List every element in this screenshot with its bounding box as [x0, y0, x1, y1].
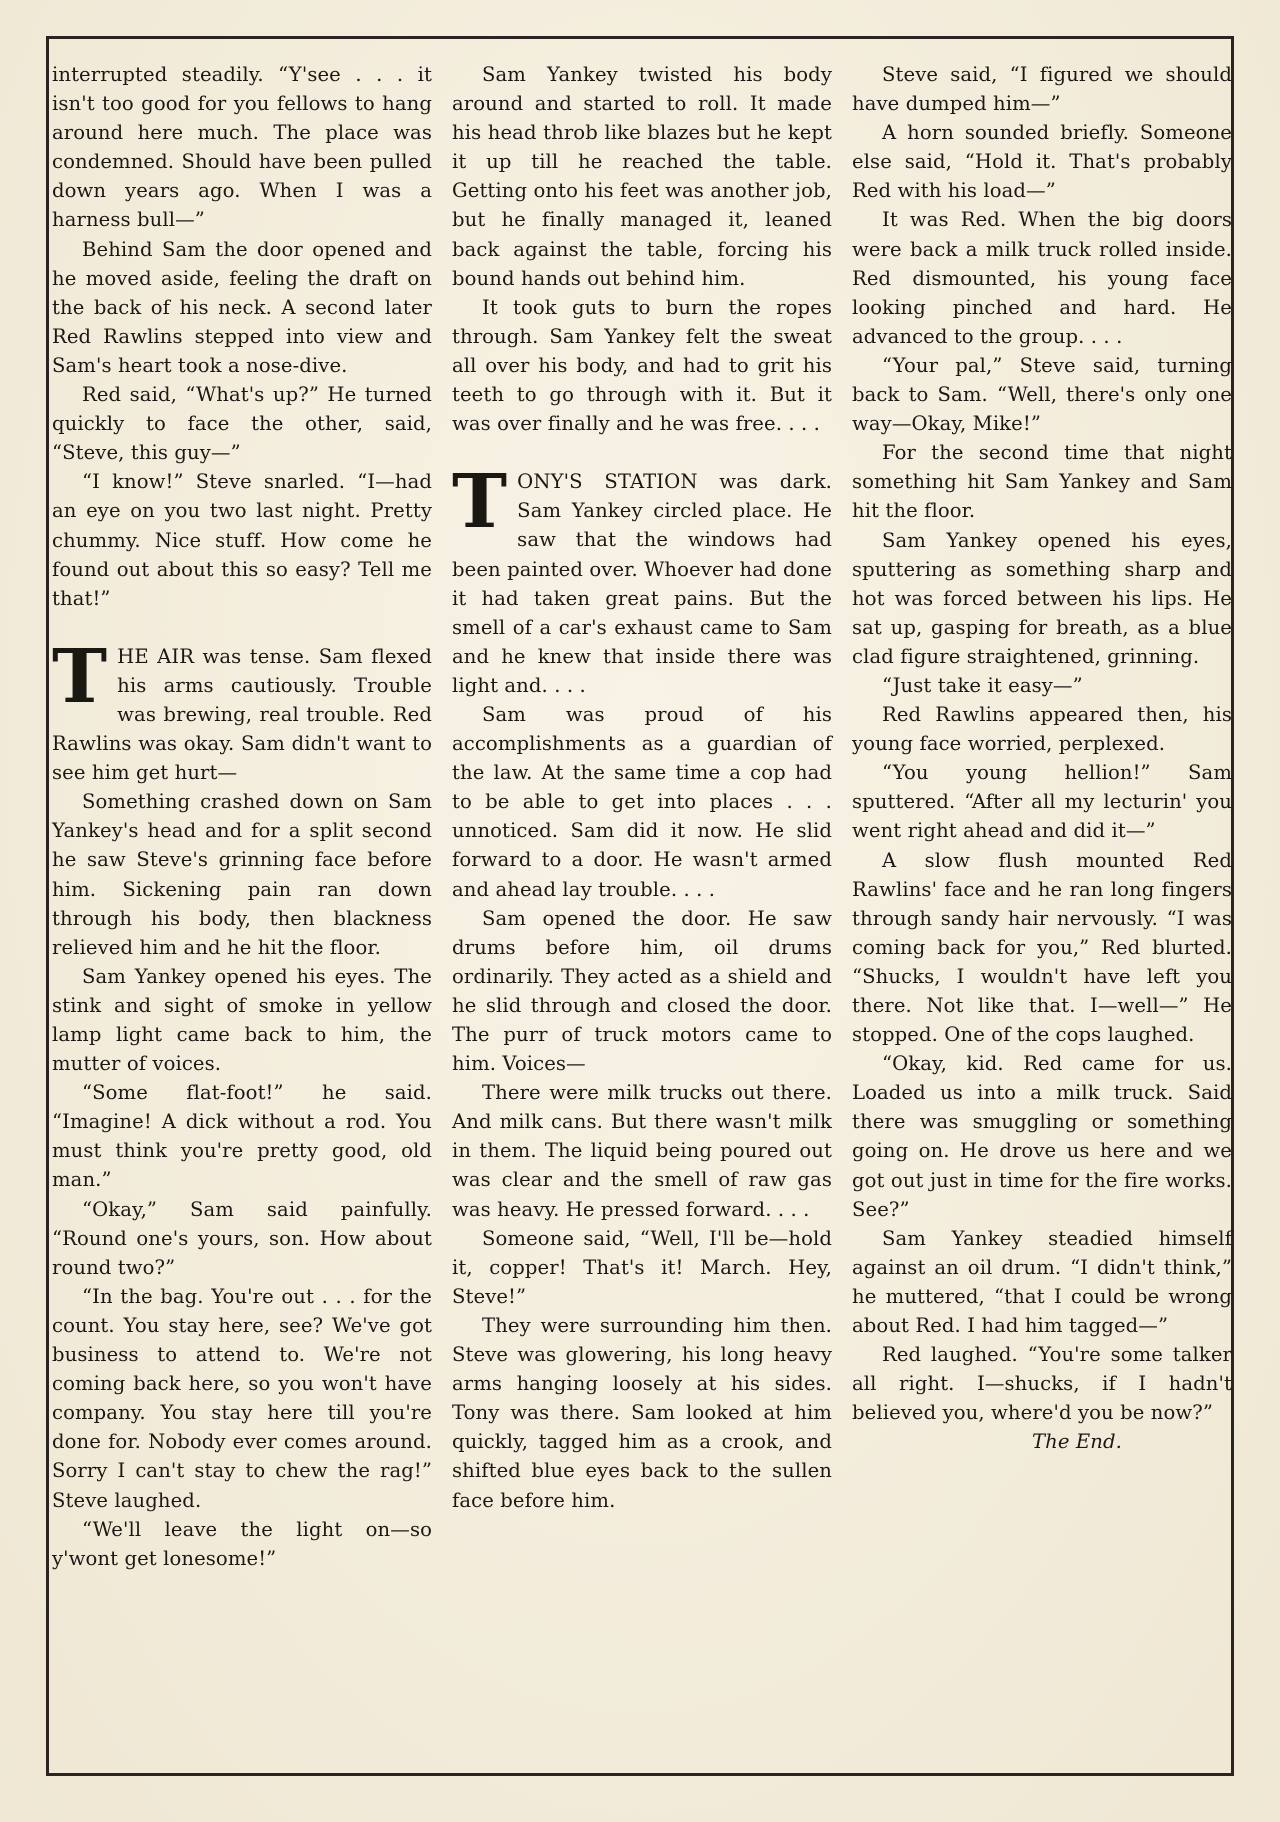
section-start-paragraph [52, 633, 432, 787]
paragraph: “Some flat-foot!” he said. “Imagine! A dick without a rod. You must think you're pretty good, old man.” [52, 1081, 432, 1192]
the-end: The End. [1031, 1430, 1122, 1454]
paragraph: “Okay, kid. Red came for us. Loaded us into a milk truck. Said there was smuggling or something going on. He drove us here and we got out just in time for the fire works. See?” [852, 1052, 1232, 1221]
paragraph: Sam Yankey opened his eyes. The stink and sight of smoke in yellow lamp light came back to him, the mutter of voices. [52, 964, 432, 1076]
paragraph: A slow flush mounted Red Rawlins' face and he ran long fingers through sandy hair nervously. “I was coming back for you,” Red blurted. “Shucks, I wouldn't have left you there. Not like that. I—well—” He stopped. One of the cops laughed. [852, 848, 1232, 1047]
paragraph: “In the bag. You're out . . . for the count. You stay here, see? We've got business to attend to. We're not coming back here, so you won't have company. You stay here till you're done for. Nobody ever comes around. Sorry I can't stay to chew the rag!” Steve laughed. [52, 1284, 432, 1512]
section-gap [52, 613, 432, 642]
paragraph: Sam opened the door. He saw drums before him, oil drums ordinarily. They acted as a shield and he slid through and closed the door. The purr of truck motors came to him. Voices— [452, 906, 832, 1076]
paragraph: “I know!” Steve snarled. “I—had an eye on you two last night. Pretty chummy. Nice stuff. How come he found out about this so easy? Tell me that!” [52, 470, 432, 610]
column-1 [52, 60, 432, 1573]
section-start-paragraph [452, 459, 832, 700]
paragraph: They were surrounding him then. Steve was glowering, his long heavy arms hanging loosely at his sides. Tony was there. Sam looked at him quickly, tagged him as a crook, and shifted blue eyes back to the sullen face before him. [452, 1313, 832, 1512]
paragraph: Steve said, “I figured we should have dumped him—” [852, 63, 1232, 116]
paragraph: “You young hellion!” Sam sputtered. “After all my lecturin' you went right ahead and did it—” [852, 761, 1232, 843]
paragraph: For the second time that night something hit Sam Yankey and Sam hit the floor. [852, 441, 1232, 523]
column-3 [852, 60, 1232, 1457]
paragraph: There were milk trucks out there. And milk cans. But there wasn't milk in them. The liquid being poured out was clear and the smell of raw gas was heavy. He pressed forward. . . . [452, 1081, 832, 1221]
paragraph: Red Rawlins appeared then, his young face worried, perplexed. [852, 703, 1232, 756]
paragraph: interrupted steadily. “Y'see . . . it isn't too good for you fellows to hang around here much. The place was condemned. Should have been pulled down years ago. When I was a harness bull—” [52, 63, 432, 232]
paragraph: Sam Yankey opened his eyes, sputtering as something sharp and hot was forced between his lips. He sat up, gasping for breath, as a blue clad figure straightened, grinning. [852, 528, 1232, 668]
paragraph-text: ONY'S STATION was dark. Sam Yankey circled place. He saw that the windows had been painted over. Whoever had done it had taken great pains. But the smell of a car's exhaust came to Sam and he knew that inside there was light and. . . . [452, 470, 832, 697]
paragraph: “Okay,” Sam said painfully. “Round one's yours, son. How about round two?” [52, 1197, 432, 1279]
drop-cap: T [452, 459, 508, 546]
drop-cap: T [52, 633, 108, 720]
paragraph: A horn sounded briefly. Someone else said, “Hold it. That's probably Red with his load—” [852, 121, 1232, 203]
paragraph: Red laughed. “You're some talker all right. I—shucks, if I hadn't believed you, where'd you be now?” [852, 1343, 1232, 1425]
paragraph-text: HE AIR was tense. Sam flexed his arms cautiously. Trouble was brewing, real trouble. Red Rawlins was okay. Sam didn't want to see him get hurt— [52, 644, 432, 785]
section-gap [452, 438, 832, 467]
paragraph: Sam was proud of his accomplishments as a guardian of the law. At the same time a cop had to be able to get into places . . . unnoticed. Sam did it now. He slid forward to a door. He wasn't armed and ahead lay trouble. . . . [452, 702, 832, 901]
paragraph: Someone said, “Well, I'll be—hold it, copper! That's it! March. Hey, Steve!” [452, 1226, 832, 1308]
paragraph: It was Red. When the big doors were back a milk truck rolled inside. Red dismounted, his young face looking pinched and hard. He advanced to the group. . . . [852, 208, 1232, 348]
paragraph: Something crashed down on Sam Yankey's head and for a split second he saw Steve's grinning face before him. Sickening pain ran down through his body, then blackness relieved him and he hit the floor. [52, 790, 432, 959]
paragraph: “We'll leave the light on—so y'wont get lonesome!” [52, 1517, 432, 1570]
paragraph: “Just take it easy—” [882, 673, 1083, 697]
column-2 [452, 60, 832, 1515]
paragraph: It took guts to burn the ropes through. Sam Yankey felt the sweat all over his body, and had to grit his teeth to go through with it. But it was over finally and he was free. . . . [452, 295, 832, 436]
paragraph: Behind Sam the door opened and he moved aside, feeling the draft on the back of his neck. A second later Red Rawlins stepped into view and Sam's heart took a nose-dive. [52, 237, 432, 377]
paragraph: Sam Yankey twisted his body around and started to roll. It made his head throb like blazes but he kept it up till he reached the table. Getting onto his feet was another job, but he finally managed it, leaned back against the table, forcing his bound hands out behind him. [452, 63, 832, 290]
paragraph: “Your pal,” Steve said, turning back to Sam. “Well, there's only one way—Okay, Mike!” [852, 353, 1232, 436]
paragraph: Red said, “What's up?” He turned quickly to face the other, said, “Steve, this guy—” [52, 383, 432, 465]
paragraph: Sam Yankey steadied himself against an oil drum. “I didn't think,” he muttered, “that I could be wrong about Red. I had him tagged—” [852, 1226, 1232, 1338]
